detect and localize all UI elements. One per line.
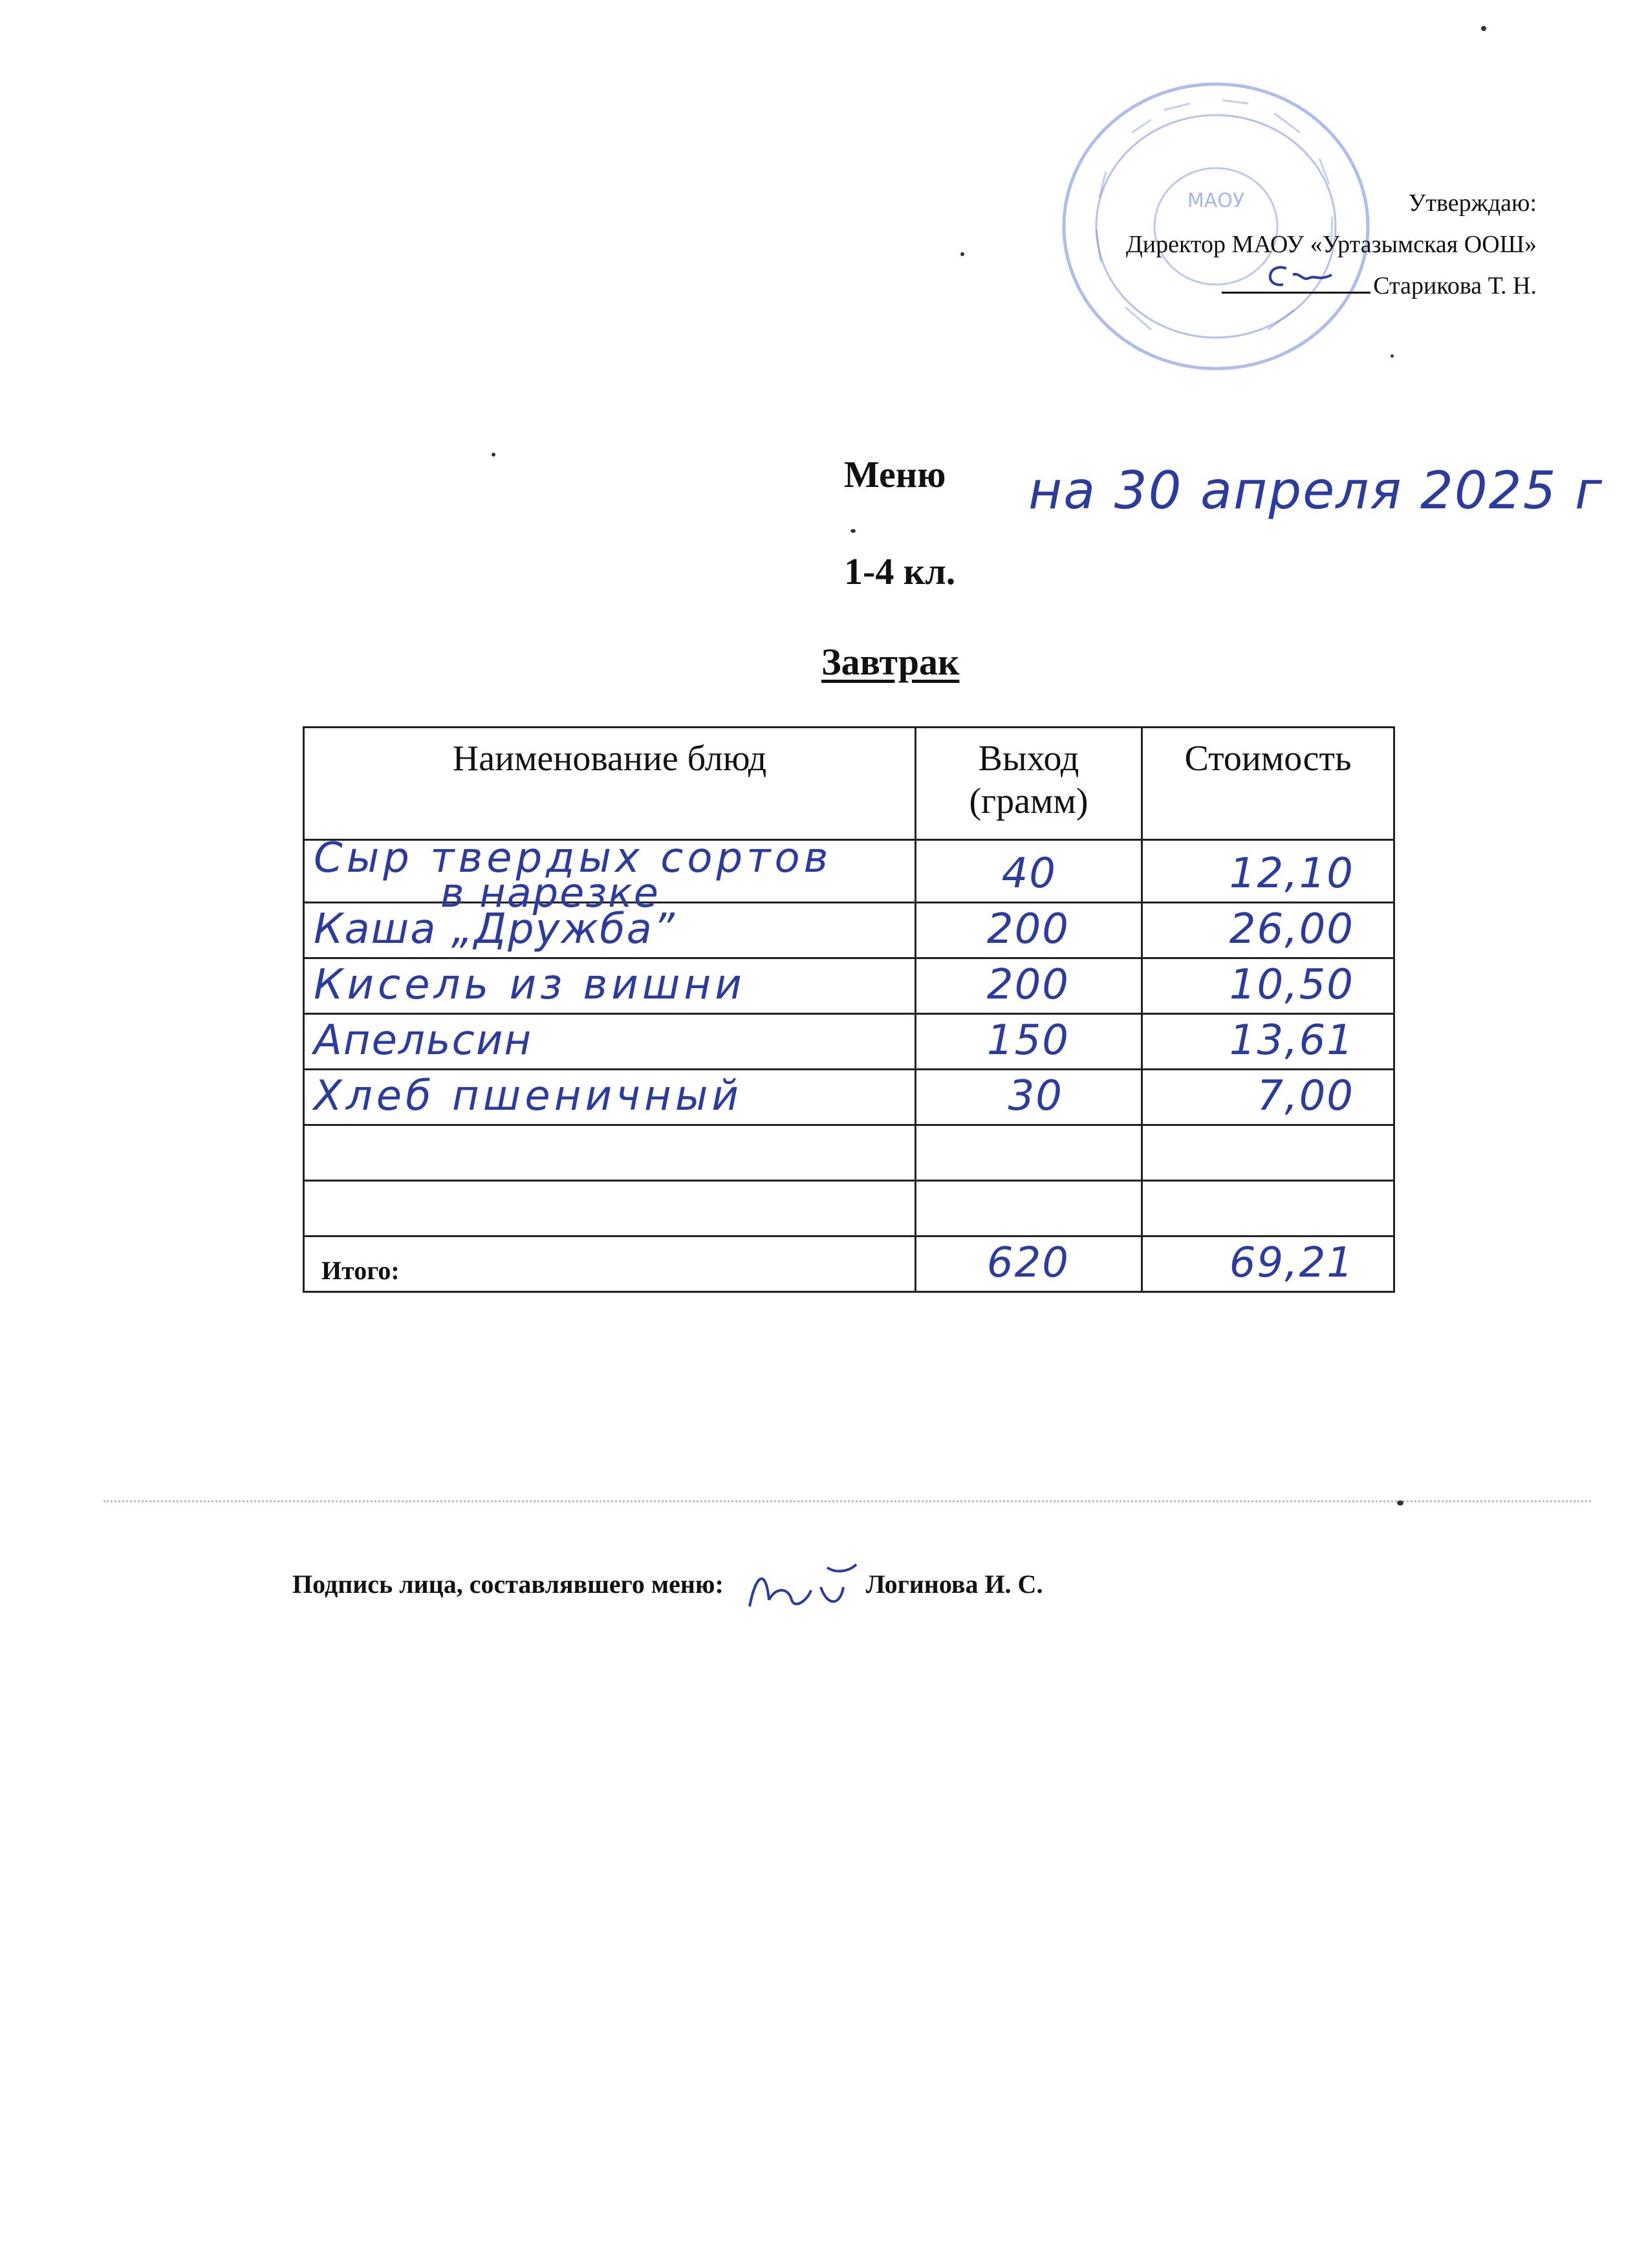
dish-cost: [1142, 1125, 1394, 1181]
signature-label: Подпись лица, составлявшего меню:: [292, 1570, 724, 1599]
scan-speck: [492, 453, 495, 457]
total-cost: 69,21: [1229, 1239, 1354, 1287]
scan-speck: [1481, 26, 1486, 31]
table-row: [304, 1014, 1394, 1070]
director-signature-icon: [1261, 255, 1338, 294]
compiler-signature-icon: [730, 1561, 860, 1613]
total-label: Итого:: [321, 1256, 400, 1285]
dish-weight: 200: [986, 961, 1070, 1009]
dish-weight: 150: [986, 1017, 1070, 1064]
director-name: Старикова Т. Н.: [1373, 272, 1537, 299]
dish-name: Каша „Дружба”: [314, 905, 676, 953]
table-total-row: [304, 1237, 1394, 1292]
table-row: [304, 903, 1394, 958]
dish-weight: 30: [1008, 1072, 1063, 1120]
dish-cost: 12,10: [1229, 850, 1354, 898]
dish-cost: 26,00: [1229, 905, 1354, 953]
dish-name: Хлеб пшеничный: [314, 1072, 742, 1120]
dish-weight: [916, 1125, 1142, 1181]
scan-divider: [103, 1500, 1591, 1502]
dish-name: [304, 1125, 916, 1181]
dish-name: Сыр твердых сортов: [314, 834, 832, 882]
column-header-cost: Стоимость: [1142, 728, 1394, 840]
column-header-dish: Наименование блюд: [304, 728, 916, 840]
table-row: [304, 958, 1394, 1014]
menu-table: [303, 726, 1395, 1293]
dish-weight: 40: [1001, 850, 1057, 898]
approval-block: [1126, 182, 1537, 307]
total-weight: 620: [986, 1239, 1070, 1287]
dish-name: Кисель из вишни: [314, 961, 746, 1009]
menu-date: на 30 апреля 2025 г: [1028, 460, 1604, 521]
dish-name: Апельсин: [314, 1017, 533, 1064]
scan-speck: [1391, 354, 1394, 358]
table-row: [304, 1070, 1394, 1125]
scan-speck: [850, 529, 856, 533]
dish-weight: [916, 1181, 1142, 1237]
dish-cost: [1142, 1181, 1394, 1237]
menu-label: Меню: [844, 453, 946, 495]
dish-name: [304, 1181, 916, 1237]
director-line: Директор МАОУ «Уртазымская ООШ»: [1125, 231, 1537, 258]
footer-signature: [292, 1561, 1043, 1613]
signer-name: Логинова И. С.: [865, 1570, 1043, 1599]
director-signature-line: [1126, 265, 1537, 307]
dish-cost: 7,00: [1257, 1072, 1354, 1120]
director-signature-field: [1222, 267, 1370, 294]
dish-cost: 13,61: [1229, 1017, 1354, 1064]
scan-speck: [960, 252, 964, 256]
approve-label: Утверждаю:: [1408, 189, 1537, 217]
dish-cost: 10,50: [1229, 961, 1354, 1009]
column-header-weight: Выход (грамм): [916, 728, 1142, 840]
class-label: 1-4 кл.: [844, 550, 956, 592]
stamp-text: МАОУ: [1187, 189, 1245, 212]
table-row: [304, 1125, 1394, 1181]
table-row: [304, 1181, 1394, 1237]
meal-label: Завтрак: [821, 641, 960, 683]
dish-name-line2: в нарезке: [440, 869, 660, 916]
table-header-row: [304, 728, 1394, 840]
scan-speck: [1397, 1500, 1403, 1506]
dish-weight: 200: [986, 905, 1070, 953]
table-row: [304, 840, 1394, 903]
